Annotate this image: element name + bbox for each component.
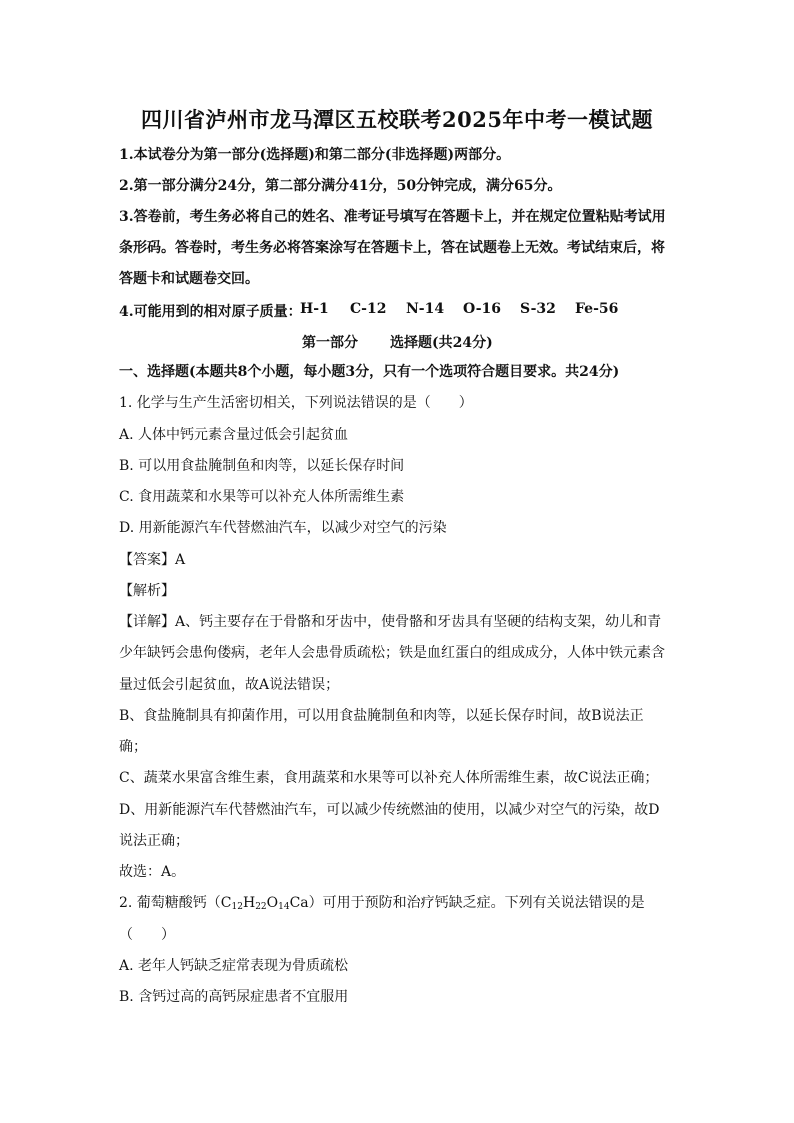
question-2-option-a: A. 老年人钙缺乏症常表现为骨质疏松 [119, 958, 349, 974]
question-2-stem-end: Ca）可用于预防和治疗钙缺乏症。下列有关说法错误的是 [289, 895, 645, 911]
explanation-line: 确； [119, 739, 147, 755]
analysis-label: 【解析】 [119, 583, 175, 599]
question-2-option-b: B. 含钙过高的高钙尿症患者不宜服用 [119, 989, 349, 1005]
atomic-mass-label: 4.可能用到的相对原子质量： [119, 304, 302, 320]
formula-sub-o: 14 [278, 902, 290, 912]
question-2-stem [119, 894, 645, 912]
explanation-line: 量过低会引起贫血，故A说法错误； [119, 677, 340, 693]
atomic-mass-fe: Fe-56 [575, 301, 619, 317]
question-1-option-c: C. 食用蔬菜和水果等可以补充人体所需维生素 [119, 489, 405, 505]
question-2-bracket: （ ） [119, 927, 175, 943]
instruction-2: 2.第一部分满分24分，第二部分满分41分，50分钟完成，满分65分。 [119, 178, 562, 194]
instruction-3-end: 答题卡和试题卷交回。 [119, 271, 259, 287]
formula-o: O [266, 895, 279, 911]
final-choice: 故选：A。 [119, 864, 186, 880]
explanation-line: C、蔬菜水果富含维生素，食用蔬菜和水果等可以补充人体所需维生素，故C说法正确； [119, 770, 659, 786]
question-2-stem-start: 2. 葡萄糖酸钙（C [119, 895, 232, 911]
explanation-line: 少年缺钙会患佝偻病，老年人会患骨质疏松；铁是血红蛋白的组成成分，人体中铁元素含 [119, 645, 665, 661]
atomic-mass-h: H-1 [300, 301, 329, 317]
explanation-line: 【详解】A、钙主要存在于骨骼和牙齿中，使骨骼和牙齿具有坚硬的结构支架，幼儿和青 [119, 614, 662, 630]
formula-sub-c: 12 [231, 902, 243, 912]
part-heading-right: 选择题(共24分) [390, 335, 493, 351]
explanation-line: B、食盐腌制具有抑菌作用，可以用食盐腌制鱼和肉等，以延长保存时间，故B说法正 [119, 708, 644, 724]
explanation-line: 说法正确； [119, 833, 189, 849]
formula-sub-h: 22 [255, 902, 267, 912]
atomic-mass-n: N-14 [406, 301, 445, 317]
question-1-option-a: A. 人体中钙元素含量过低会引起贫血 [119, 427, 349, 443]
formula-h: H [242, 895, 256, 911]
question-1-stem: 1. 化学与生产生活密切相关，下列说法错误的是（ ） [119, 395, 473, 411]
instruction-3-cont: 条形码。答卷时，考生务必将答案涂写在答题卡上，答在试题卷上无效。考试结束后，将 [119, 240, 665, 256]
question-1-option-d: D. 用新能源汽车代替燃油汽车，以减少对空气的污染 [119, 520, 447, 536]
section-heading: 一、选择题(本题共8个小题，每小题3分，只有一个选项符合题目要求。共24分) [119, 364, 620, 380]
atomic-mass-c: C-12 [350, 301, 387, 317]
question-1-option-b: B. 可以用食盐腌制鱼和肉等，以延长保存时间 [119, 458, 405, 474]
part-heading-left: 第一部分 [302, 335, 358, 351]
answer: 【答案】A [119, 552, 186, 568]
page-title: 四川省泸州市龙马潭区五校联考2025年中考一模试题 [141, 107, 653, 132]
atomic-mass-o: O-16 [463, 301, 502, 317]
instruction-1: 1.本试卷分为第一部分(选择题)和第二部分(非选择题)两部分。 [119, 147, 511, 163]
explanation-line: D、用新能源汽车代替燃油汽车，可以减少传统燃油的使用，以减少对空气的污染，故D [119, 802, 660, 818]
instruction-3: 3.答卷前，考生务必将自己的姓名、准考证号填写在答题卡上，并在规定位置粘贴考试用 [119, 209, 666, 225]
atomic-mass-s: S-32 [520, 301, 556, 317]
